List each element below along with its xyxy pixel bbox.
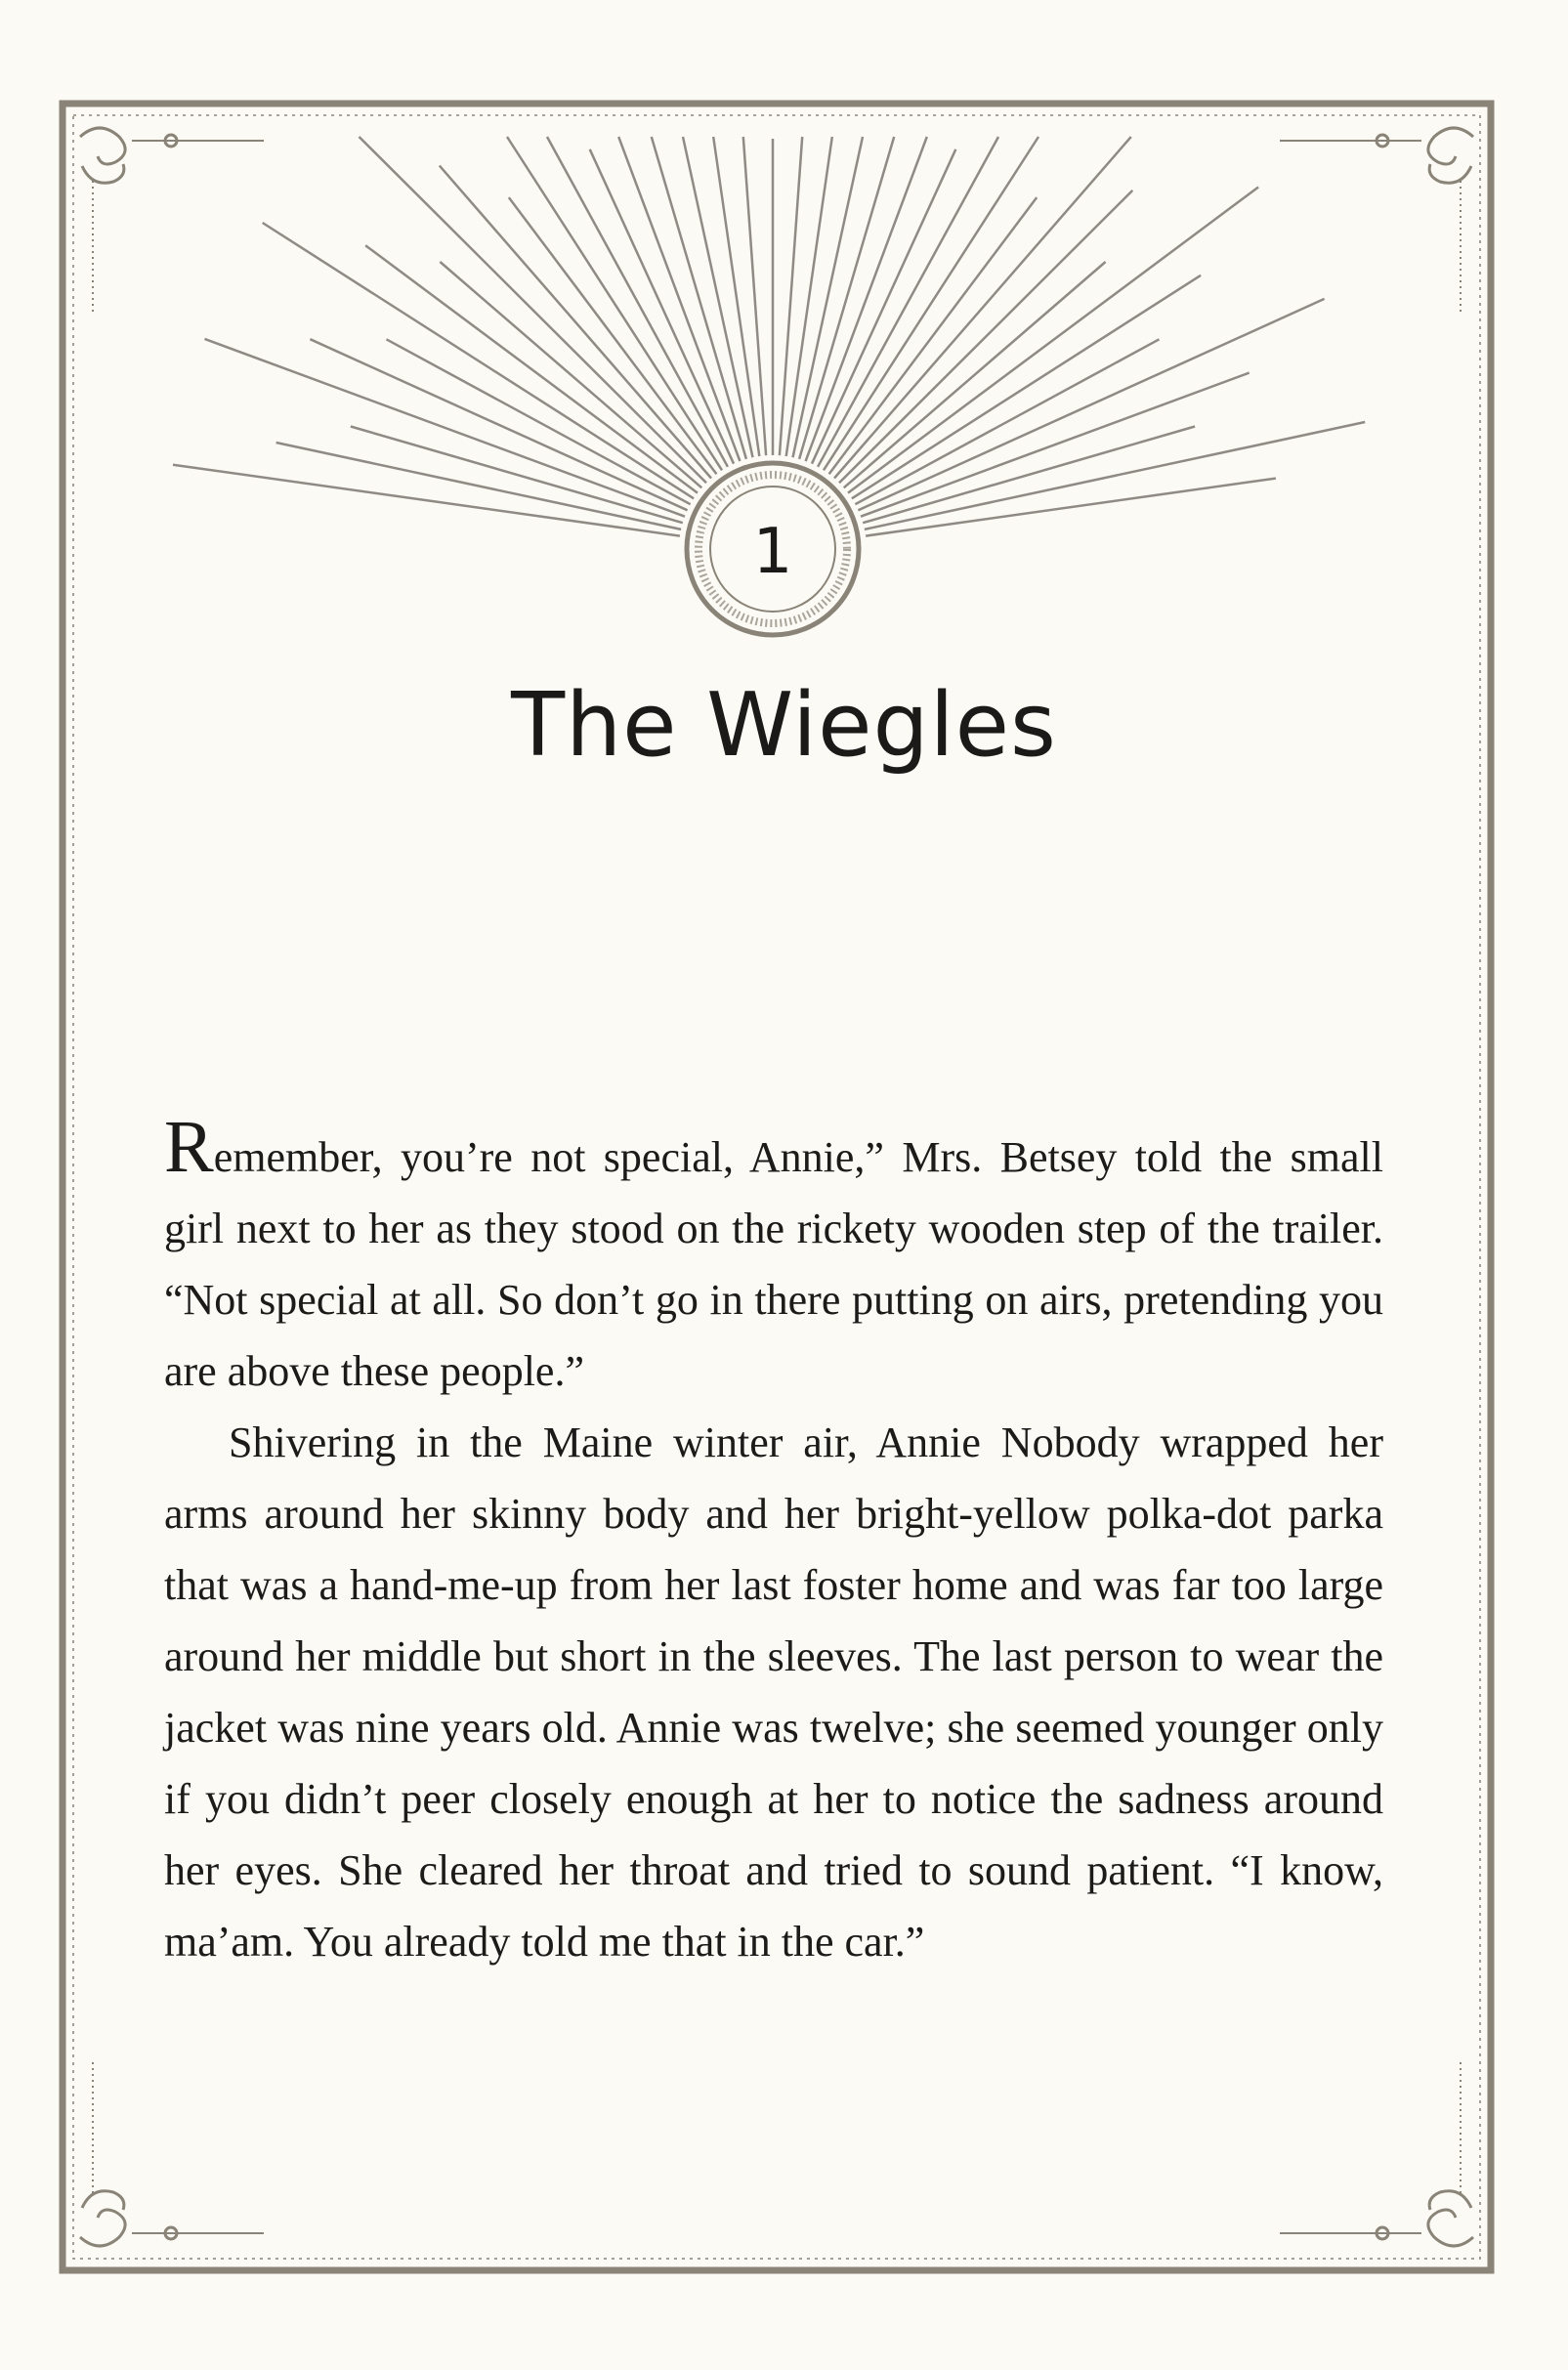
chapter-body bbox=[164, 1106, 1383, 1977]
sunburst-ray bbox=[866, 479, 1276, 536]
sunburst-ray bbox=[590, 149, 734, 464]
sunburst-ray bbox=[829, 197, 1038, 474]
sunburst-ray bbox=[861, 373, 1250, 517]
sunburst-ray bbox=[365, 245, 698, 492]
paragraph-1 bbox=[164, 1106, 1383, 1407]
sunburst-ray bbox=[858, 299, 1324, 510]
corner-ornament-bottom-left bbox=[80, 2061, 264, 2246]
sunburst-ray bbox=[865, 422, 1365, 529]
sunburst-ray bbox=[263, 223, 694, 498]
sunburst-ray bbox=[848, 188, 1258, 493]
sunburst-ray bbox=[276, 443, 681, 529]
sunburst-ray bbox=[440, 166, 711, 479]
corner-ornament-bottom-right bbox=[1280, 2061, 1473, 2246]
sunburst-ray bbox=[780, 137, 802, 455]
paragraph-2: Shivering in the Maine winter air, Annie Nobody wrapped her arms around her skinny body and her bright-yellow polka-dot parka that was a hand-me-up from her last foster home and was far too large around her middle but short in the sleeves. The last person to wear the jacket was nine years old. Annie was twelve; she seemed younger only if you didn’t peer closely enough at her to notice the sadness around her eyes. She cleared her throat and tried to sound patient. “I know, ma’am. You already told me that in the car.” bbox=[164, 1418, 1383, 1966]
sunburst-ray bbox=[652, 137, 746, 459]
sunburst-ray bbox=[812, 149, 955, 464]
sunburst-ray bbox=[793, 137, 864, 457]
sunburst-ray bbox=[799, 137, 894, 459]
sunburst-ray bbox=[360, 137, 707, 483]
sunburst-ray bbox=[839, 190, 1132, 483]
sunburst-ray bbox=[844, 262, 1106, 487]
chapter-title: The Wiegles bbox=[511, 674, 1057, 777]
sunburst-ray bbox=[824, 137, 1038, 470]
sunburst-ray bbox=[863, 427, 1195, 524]
sunburst-ray bbox=[507, 137, 722, 470]
sunburst-ray bbox=[440, 262, 701, 487]
sunburst-ray bbox=[743, 137, 766, 455]
paragraph-1-text: emember, you’re not special, Annie,” Mrs. Betsey told the small girl next to her as they stood on the rickety wooden step of the trailer. “Not special at all. So don’t go in there putting on airs, pretending you are above these people.” bbox=[164, 1133, 1383, 1395]
sunburst-ray bbox=[351, 427, 683, 524]
sunburst-ray bbox=[310, 339, 687, 510]
chapter-number: 1 bbox=[752, 516, 793, 588]
sunburst-ray bbox=[509, 197, 717, 474]
drop-cap: R bbox=[164, 1106, 214, 1188]
sunburst-ray bbox=[683, 137, 753, 457]
